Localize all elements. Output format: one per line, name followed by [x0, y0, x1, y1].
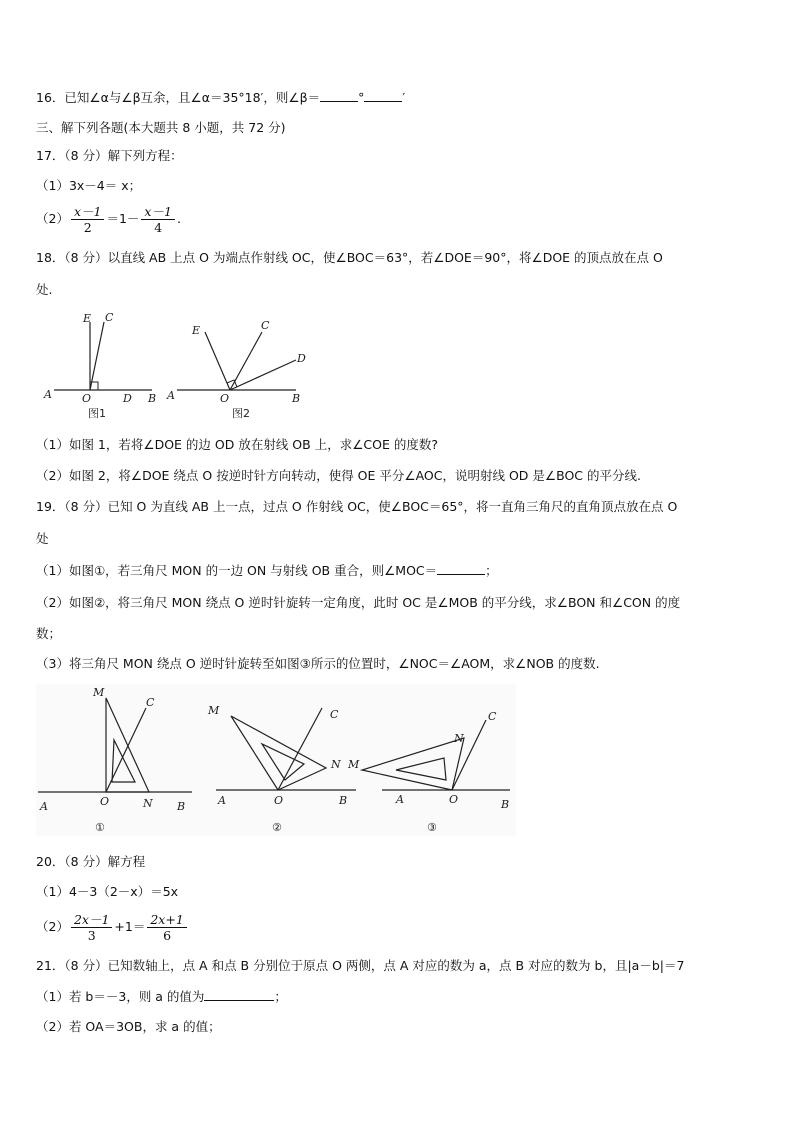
fraction: $\frac{x-1}{4}$ — [141, 204, 175, 235]
label-b: B — [339, 794, 348, 807]
answer-blank-minutes[interactable] — [364, 89, 402, 102]
label-a: A — [218, 794, 226, 807]
label-a: A — [44, 388, 52, 401]
question-19-head: 19．（8 分）已知 O 为直线 AB 上一点，过点 O 作射线 OC，使∠BOC＝65°，将一直角三角尺的直角顶点放在点 O — [36, 499, 678, 514]
answer-blank[interactable] — [204, 988, 274, 1001]
label-a: A — [396, 793, 404, 806]
label-o: O — [100, 795, 110, 808]
label-n: N — [143, 797, 153, 810]
question-18-part2: （2）如图 2，将∠DOE 绕点 O 按逆时针方向转动，使得 OE 平分∠AOC，说明射线 OD 是∠BOC 的平分线. — [36, 468, 641, 483]
label-o: O — [220, 392, 230, 405]
label-e: E — [83, 312, 92, 325]
label-o: O — [82, 392, 92, 405]
question-17-part2: （2） $\frac{x-1}{2}$ ＝1－ $\frac{x-1}{4}$ . — [36, 204, 181, 235]
label-d: D — [297, 352, 306, 365]
label-m: M — [208, 704, 220, 717]
ray-oc — [90, 322, 104, 390]
label-a: A — [167, 389, 175, 402]
question-19-part2: （2）如图②，将三角尺 MON 绕点 O 逆时针旋转一定角度，此时 OC 是∠MOB 的平分线，求∠BON 和∠CON 的度 — [36, 595, 681, 610]
label-d: D — [123, 392, 132, 405]
question-17-head: 17．（8 分）解下列方程： — [36, 148, 183, 163]
label-a: A — [40, 800, 48, 813]
label-b: B — [292, 392, 301, 405]
question-21-head: 21．（8 分）已知数轴上，点 A 和点 B 分别位于原点 O 两侧，点 A 对应的数为 a，点 B 对应的数为 b，且|a－b|＝7 — [36, 958, 685, 973]
ray-oe — [205, 332, 230, 390]
fraction: $\frac{2x+1}{6}$ — [147, 912, 186, 943]
label-b: B — [177, 800, 186, 813]
question-18-head: 18．（8 分）以直线 AB 上点 O 为端点作射线 OC，使∠BOC＝63°，若∠DOE＝90°，将∠DOE 的顶点放在点 O — [36, 250, 663, 265]
figure-caption: 图1 — [88, 407, 106, 420]
label-c: C — [488, 710, 497, 723]
label-c: C — [105, 311, 114, 324]
question-18-part1: （1）如图 1，若将∠DOE 的边 OD 放在射线 OB 上，求∠COE 的度数? — [36, 437, 438, 452]
question-19-part2-cont: 数； — [36, 626, 62, 641]
question-20-head: 20．（8 分）解方程 — [36, 854, 146, 869]
ray-od — [230, 360, 296, 390]
figure-caption: 图2 — [232, 407, 250, 420]
figure-2 — [166, 319, 306, 420]
section-heading: 三、解下列各题(本大题共 8 小题，共 72 分) — [36, 120, 286, 135]
label-o: O — [274, 794, 284, 807]
label-c: C — [261, 319, 270, 332]
question-19-part1: （1）如图①，若三角尺 MON 的一边 ON 与射线 OB 重合，则∠MOC＝ ； — [36, 563, 498, 578]
label-b: B — [501, 798, 510, 811]
question-19-head-cont: 处 — [36, 531, 49, 546]
figure-caption: ② — [272, 821, 282, 834]
question-20-part2: （2） $\frac{2x-1}{3}$ +1＝ $\frac{2x+1}{6}$ — [36, 912, 764, 943]
q18-figures — [40, 306, 320, 424]
label-c: C — [146, 696, 155, 709]
question-20-part1: （1）4－3（2－x）＝5x — [36, 884, 179, 899]
question-21-part1: （1）若 b＝－3，则 a 的值为 ； — [36, 989, 287, 1004]
label-o: O — [449, 793, 459, 806]
answer-blank-degrees[interactable] — [320, 89, 358, 102]
question-18-head-cont: 处. — [36, 282, 53, 297]
question-16: 16．已知∠α与∠β互余，且∠α＝35°18′，则∠β＝ ° ′ — [36, 90, 406, 105]
answer-blank[interactable] — [437, 562, 485, 575]
question-21-part2: （2）若 OA＝3OB，求 a 的值； — [36, 1019, 221, 1034]
fraction: $\frac{x-1}{2}$ — [71, 204, 105, 235]
q19-figures — [36, 684, 516, 836]
figure-1 — [43, 311, 156, 420]
label-b: B — [148, 392, 157, 405]
label-m: M — [348, 758, 360, 771]
label-n: N — [454, 732, 464, 745]
label-m: M — [93, 686, 105, 699]
label-n: N — [331, 758, 341, 771]
figure-caption: ① — [95, 821, 105, 834]
fraction: $\frac{2x-1}{3}$ — [71, 912, 112, 943]
question-19-part3: （3）将三角尺 MON 绕点 O 逆时针旋转至如图③所示的位置时，∠NOC＝∠AOM，求∠NOB 的度数. — [36, 656, 600, 671]
figure-caption: ③ — [427, 821, 437, 834]
label-e: E — [192, 324, 201, 337]
label-c: C — [330, 708, 339, 721]
question-17-part1: （1）3x－4＝ x； — [36, 178, 142, 193]
